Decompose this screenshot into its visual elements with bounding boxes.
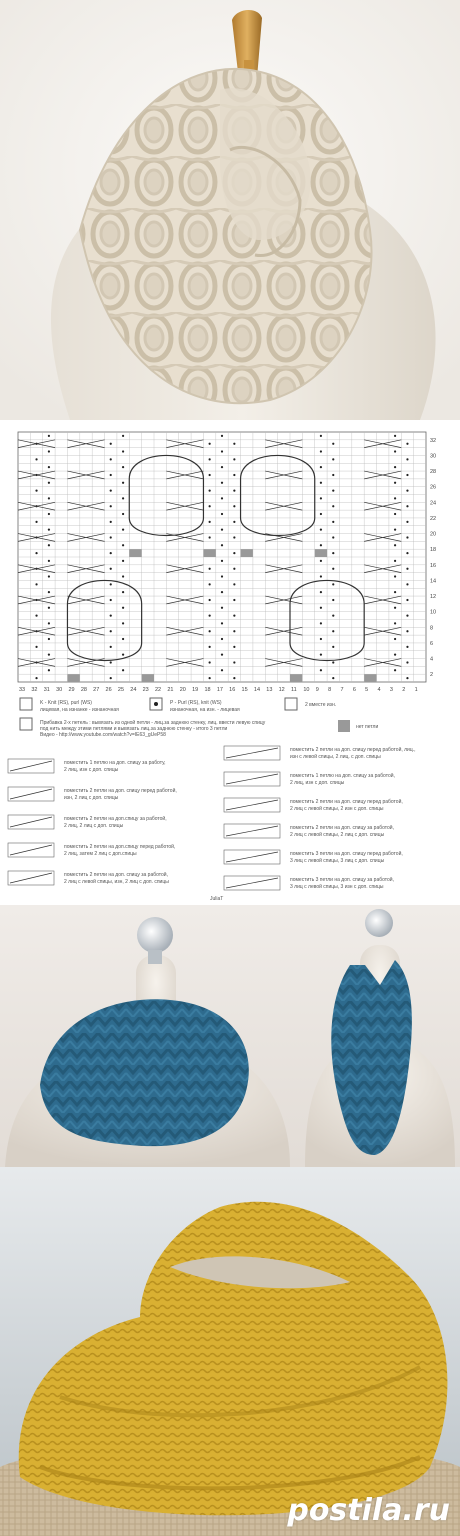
purl-dot (48, 450, 50, 452)
row-number-label: 6 (430, 640, 434, 647)
purl-dot (406, 443, 408, 445)
purl-dot (320, 482, 322, 484)
purl-dot (209, 443, 211, 445)
purl-dot (320, 622, 322, 624)
purl-dot (320, 575, 322, 577)
no-stitch-cell (67, 674, 79, 682)
purl-dot (332, 568, 334, 570)
purl-dot (320, 450, 322, 452)
purl-dot (394, 575, 396, 577)
knit-legend-label: K - Knit (RS), purl (WS) (40, 700, 92, 706)
purl-dot (394, 638, 396, 640)
col-number-label: 1 (414, 687, 418, 693)
col-number-label: 27 (93, 687, 100, 693)
purl-dot (35, 583, 37, 585)
purl-dot (35, 458, 37, 460)
purl-dot (110, 583, 112, 585)
purl-dot (406, 630, 408, 632)
purl-dot (233, 661, 235, 663)
purl-dot (332, 458, 334, 460)
col-number-label: 17 (216, 687, 223, 693)
purl-dot (332, 536, 334, 538)
row-number-label: 32 (430, 437, 437, 444)
row-number-label: 30 (430, 453, 437, 460)
purl-dot (221, 638, 223, 640)
purl-dot (221, 591, 223, 593)
col-number-label: 21 (167, 687, 174, 693)
purl-dot (233, 489, 235, 491)
purl-dot (48, 575, 50, 577)
row-number-label: 20 (430, 531, 437, 538)
purl-dot (48, 607, 50, 609)
purl-dot (209, 677, 211, 679)
col-number-label: 4 (377, 687, 381, 693)
knit-symbol (20, 698, 32, 710)
purl-dot (332, 599, 334, 601)
purl-dot (221, 607, 223, 609)
row-number-label: 2 (430, 672, 434, 679)
purl-dot (48, 669, 50, 671)
row-number-label: 8 (430, 625, 434, 632)
purl-dot (406, 521, 408, 523)
purl-dot (221, 544, 223, 546)
purl-dot (233, 646, 235, 648)
legend-left-line1: поместить 1 петлю на доп. спицу за работу, (64, 760, 166, 766)
purl-dot (320, 544, 322, 546)
row-number-label: 22 (430, 515, 437, 522)
knitting-chart-panel (0, 420, 460, 905)
purl-dot (406, 536, 408, 538)
purl-dot (209, 661, 211, 663)
col-number-label: 12 (278, 687, 285, 693)
purl-dot (122, 591, 124, 593)
purl-dot (406, 583, 408, 585)
purl-dot (122, 482, 124, 484)
purl-dot (394, 560, 396, 562)
purl-dot (209, 458, 211, 460)
purl-dot (122, 654, 124, 656)
purl-dot (35, 646, 37, 648)
purl-dot (332, 614, 334, 616)
purl-dot (406, 677, 408, 679)
purl-dot (122, 669, 124, 671)
row-number-label: 14 (430, 578, 437, 585)
row-number-label: 26 (430, 484, 437, 491)
purl-dot (209, 489, 211, 491)
purl-dot (110, 536, 112, 538)
legend-left-line2: 2 лиц с левой спицы, изн, 2 лиц с доп. спицы (64, 879, 169, 885)
col-number-label: 31 (43, 687, 50, 693)
legend-right-line2: 2 лиц с левой спицы, 2 лиц с доп. спицы (290, 832, 385, 838)
purl-dot (406, 661, 408, 663)
purl-dot (320, 529, 322, 531)
col-number-label: 22 (155, 687, 162, 693)
col-number-label: 14 (253, 687, 261, 693)
purl-dot (35, 614, 37, 616)
purl-dot (394, 497, 396, 499)
col-number-label: 2 (402, 687, 406, 693)
purl-dot (122, 497, 124, 499)
video-link-text: Видео - http://www.youtube.com/watch?v=IE63_gUeP58 (40, 732, 166, 738)
no-stitch-cell (290, 674, 302, 682)
purl-dot (221, 450, 223, 452)
k2tog-symbol (285, 698, 297, 710)
purl-dot (48, 591, 50, 593)
purl-dot (320, 638, 322, 640)
purl-dot (209, 630, 211, 632)
purl-dot (332, 661, 334, 663)
legend-right-line1: поместить 1 петлю на доп. спицу за работой, (290, 773, 395, 779)
purl-dot (110, 505, 112, 507)
purl-dot (209, 474, 211, 476)
purl-dot (233, 677, 235, 679)
legend-left-line2: 2 лиц, затем 2 лиц с доп.спицы (64, 851, 137, 857)
purl-dot (406, 489, 408, 491)
photo-mustard-cowl (0, 1167, 460, 1536)
no-stitch-cell (241, 549, 253, 557)
purl-dot (394, 482, 396, 484)
purl-dot (209, 505, 211, 507)
purl-dot (406, 474, 408, 476)
purl-dot (122, 450, 124, 452)
purl-dot (48, 482, 50, 484)
purl-dot (394, 513, 396, 515)
legend-right-line1: поместить 2 петли на доп. спицу за работой, (290, 825, 394, 831)
purl-dot (394, 654, 396, 656)
legend-right-line1: поместить 3 петли на доп. спицу перед работой, (290, 851, 403, 857)
row-number-label: 16 (430, 562, 437, 569)
legend-right-line1: поместить 2 петли на доп. спицу перед работой, (290, 799, 403, 805)
purl-dot (110, 630, 112, 632)
purl-dot (48, 622, 50, 624)
purl-dot (394, 591, 396, 593)
col-number-label: 5 (365, 687, 369, 693)
col-number-label: 25 (117, 687, 125, 693)
purl-dot (332, 521, 334, 523)
purl-dot (233, 458, 235, 460)
purl-dot (122, 560, 124, 562)
legend-right-line1: поместить 2 петли на доп. спицу перед работой, лиц., (290, 747, 416, 753)
increase-line1: Прибавка 2-х петель : вывязать из одной петли - лиц.за заднюю стенку, лиц. ввести левую спицу (40, 720, 266, 726)
increase-line2: под нить между этими петлями и вывязать лиц.за заднюю стенку - итого 3 петли (40, 726, 228, 732)
postila-watermark: postila.ru (287, 1493, 450, 1528)
purl-dot (110, 677, 112, 679)
purl-dot (35, 552, 37, 554)
purl-dot (233, 505, 235, 507)
author-label: JuliaT (210, 896, 224, 902)
row-number-label: 24 (430, 500, 437, 507)
increase-symbol (20, 718, 32, 730)
purl-dot (406, 568, 408, 570)
purl-dot (221, 513, 223, 515)
purl-dot (209, 536, 211, 538)
purl-dot (209, 521, 211, 523)
purl-dot (48, 497, 50, 499)
purl-dot (233, 614, 235, 616)
purl-dot (406, 646, 408, 648)
row-number-label: 28 (430, 469, 437, 476)
no-stitch-cell (315, 549, 327, 557)
purl-dot (332, 646, 334, 648)
purl-dot (110, 474, 112, 476)
legend-left-line2: изн, 2 лиц с доп. спицы (64, 795, 119, 801)
purl-dot (221, 482, 223, 484)
col-number-label: 20 (179, 687, 186, 693)
purl-dot (320, 497, 322, 499)
col-number-label: 7 (340, 687, 344, 693)
purl-dot (233, 552, 235, 554)
purl-legend-label: P - Purl (RS), knit (WS) (170, 700, 222, 706)
purl-dot (221, 560, 223, 562)
purl-dot (233, 474, 235, 476)
purl-dot (122, 575, 124, 577)
purl-dot (332, 474, 334, 476)
col-number-label: 23 (142, 687, 149, 693)
no-stitch-legend-label: нет петли (356, 724, 379, 730)
purl-dot (406, 505, 408, 507)
purl-dot (209, 599, 211, 601)
legend-right-line2: 2 лиц, изн с доп. спицы (290, 780, 345, 786)
purl-dot (122, 466, 124, 468)
col-number-label: 15 (241, 687, 248, 693)
purl-dot (110, 599, 112, 601)
purl-dot (233, 521, 235, 523)
purl-dot (233, 443, 235, 445)
purl-dot (233, 536, 235, 538)
purl-dot (332, 583, 334, 585)
purl-dot (48, 466, 50, 468)
purl-dot (110, 489, 112, 491)
row-number-label: 12 (430, 594, 437, 601)
purl-dot (332, 505, 334, 507)
col-number-label: 26 (105, 687, 112, 693)
no-stitch-symbol (338, 720, 350, 732)
purl-dot (394, 435, 396, 437)
purl-dot (122, 529, 124, 531)
purl-dot (233, 568, 235, 570)
col-number-label: 9 (315, 687, 319, 693)
purl-dot (122, 435, 124, 437)
legend-right-line2: изн с левой спицы, 2 лиц. с доп. спицы (290, 754, 381, 760)
row-number-label: 18 (430, 547, 437, 554)
col-number-label: 32 (31, 687, 38, 693)
purl-dot (110, 552, 112, 554)
col-number-label: 29 (68, 687, 75, 693)
col-number-label: 28 (80, 687, 87, 693)
purl-dot (48, 638, 50, 640)
legend-right-line1: поместить 3 петли на доп. спицу за работой, (290, 877, 394, 883)
purl-dot (320, 591, 322, 593)
purl-dot (406, 552, 408, 554)
purl-dot (394, 450, 396, 452)
purl-dot (122, 622, 124, 624)
no-stitch-cell (142, 674, 154, 682)
purl-dot (48, 529, 50, 531)
purl-dot (221, 669, 223, 671)
legend-left-line1: поместить 2 петли на доп. спицу перед работой, (64, 788, 177, 794)
col-number-label: 13 (266, 687, 273, 693)
no-stitch-cell (129, 549, 141, 557)
purl-dot (35, 677, 37, 679)
legend-left-line2: 2 лиц, изн с доп. спицы (64, 767, 119, 773)
purl-dot (394, 544, 396, 546)
purl-dot (320, 654, 322, 656)
purl-dot (320, 466, 322, 468)
col-number-label: 6 (352, 687, 356, 693)
purl-dot (320, 513, 322, 515)
purl-dot (110, 521, 112, 523)
col-number-label: 16 (229, 687, 236, 693)
purl-dot (209, 646, 211, 648)
purl-dot (394, 669, 396, 671)
purl-dot (394, 466, 396, 468)
purl-dot (320, 435, 322, 437)
purl-dot (406, 614, 408, 616)
purl-dot (320, 669, 322, 671)
legend-right-line2: 3 лиц с левой спицы, 3 изн с доп. спицы (290, 884, 384, 890)
purl-dot (320, 560, 322, 562)
purl-dot (48, 654, 50, 656)
purl-dot (110, 443, 112, 445)
col-number-label: 24 (130, 687, 137, 693)
purl-dot (209, 614, 211, 616)
purl-dot (394, 607, 396, 609)
purl-dot (110, 568, 112, 570)
purl-dot (221, 435, 223, 437)
col-number-label: 8 (328, 687, 332, 693)
purl-dot (332, 552, 334, 554)
col-number-label: 3 (389, 687, 393, 693)
purl-dot (122, 638, 124, 640)
purl-dot (221, 622, 223, 624)
purl-dot (394, 529, 396, 531)
photo-teal-cowls (0, 905, 460, 1167)
purl-dot (332, 443, 334, 445)
purl-dot (110, 614, 112, 616)
knit-legend-sub: лицевая, на изнанке - изнаночная (40, 707, 119, 713)
col-number-label: 33 (19, 687, 26, 693)
purl-dot (221, 466, 223, 468)
purl-dot (48, 513, 50, 515)
purl-dot (233, 630, 235, 632)
purl-dot (48, 560, 50, 562)
cable-chart (0, 420, 460, 905)
purl-dot (122, 607, 124, 609)
purl-dot (233, 599, 235, 601)
photo-cream-cable-cowl (0, 0, 460, 420)
purl-dot (110, 458, 112, 460)
purl-dot (35, 489, 37, 491)
purl-dot (221, 575, 223, 577)
purl-dot (221, 497, 223, 499)
legend-left-line1: поместить 2 петли на доп.спицу за работой, (64, 816, 167, 822)
purl-dot (122, 544, 124, 546)
purl-dot (394, 622, 396, 624)
legend-left-line1: поместить 2 петли на доп. спицу за работой, (64, 872, 168, 878)
purl-dot (110, 646, 112, 648)
col-number-label: 18 (204, 687, 211, 693)
purl-dot (221, 654, 223, 656)
legend-right-line2: 2 лиц с левой спицы, 2 изн с доп. спицы (290, 806, 384, 812)
col-number-label: 11 (291, 687, 297, 693)
purl-dot (48, 435, 50, 437)
col-number-label: 30 (56, 687, 63, 693)
purl-dot (320, 607, 322, 609)
purl-dot (122, 513, 124, 515)
purl-dot (209, 568, 211, 570)
purl-dot (35, 521, 37, 523)
col-number-label: 19 (192, 687, 199, 693)
purl-dot (110, 661, 112, 663)
no-stitch-cell (364, 674, 376, 682)
purl-dot (406, 458, 408, 460)
row-number-label: 4 (430, 656, 434, 663)
purl-dot (332, 630, 334, 632)
legend-left-line1: поместить 2 петли на доп.спицу перед работой, (64, 844, 176, 850)
k2tog-legend-label: 2 вместе изн. (305, 702, 337, 708)
legend-left-line2: 2 лиц, 2 лиц с доп. спицы (64, 823, 124, 829)
purl-dot (332, 677, 334, 679)
purl-legend-sub: изнаночная, на изн. - лицевая (170, 707, 240, 713)
purl-dot (48, 544, 50, 546)
col-number-label: 10 (303, 687, 310, 693)
row-number-label: 10 (430, 609, 437, 616)
purl-dot (233, 583, 235, 585)
no-stitch-cell (203, 549, 215, 557)
purl-dot (406, 599, 408, 601)
purl-dot (221, 529, 223, 531)
purl-dot (332, 489, 334, 491)
legend-right-line2: 3 лиц с левой спицы, 3 лиц с доп. спицы (290, 858, 385, 864)
purl-dot (209, 583, 211, 585)
